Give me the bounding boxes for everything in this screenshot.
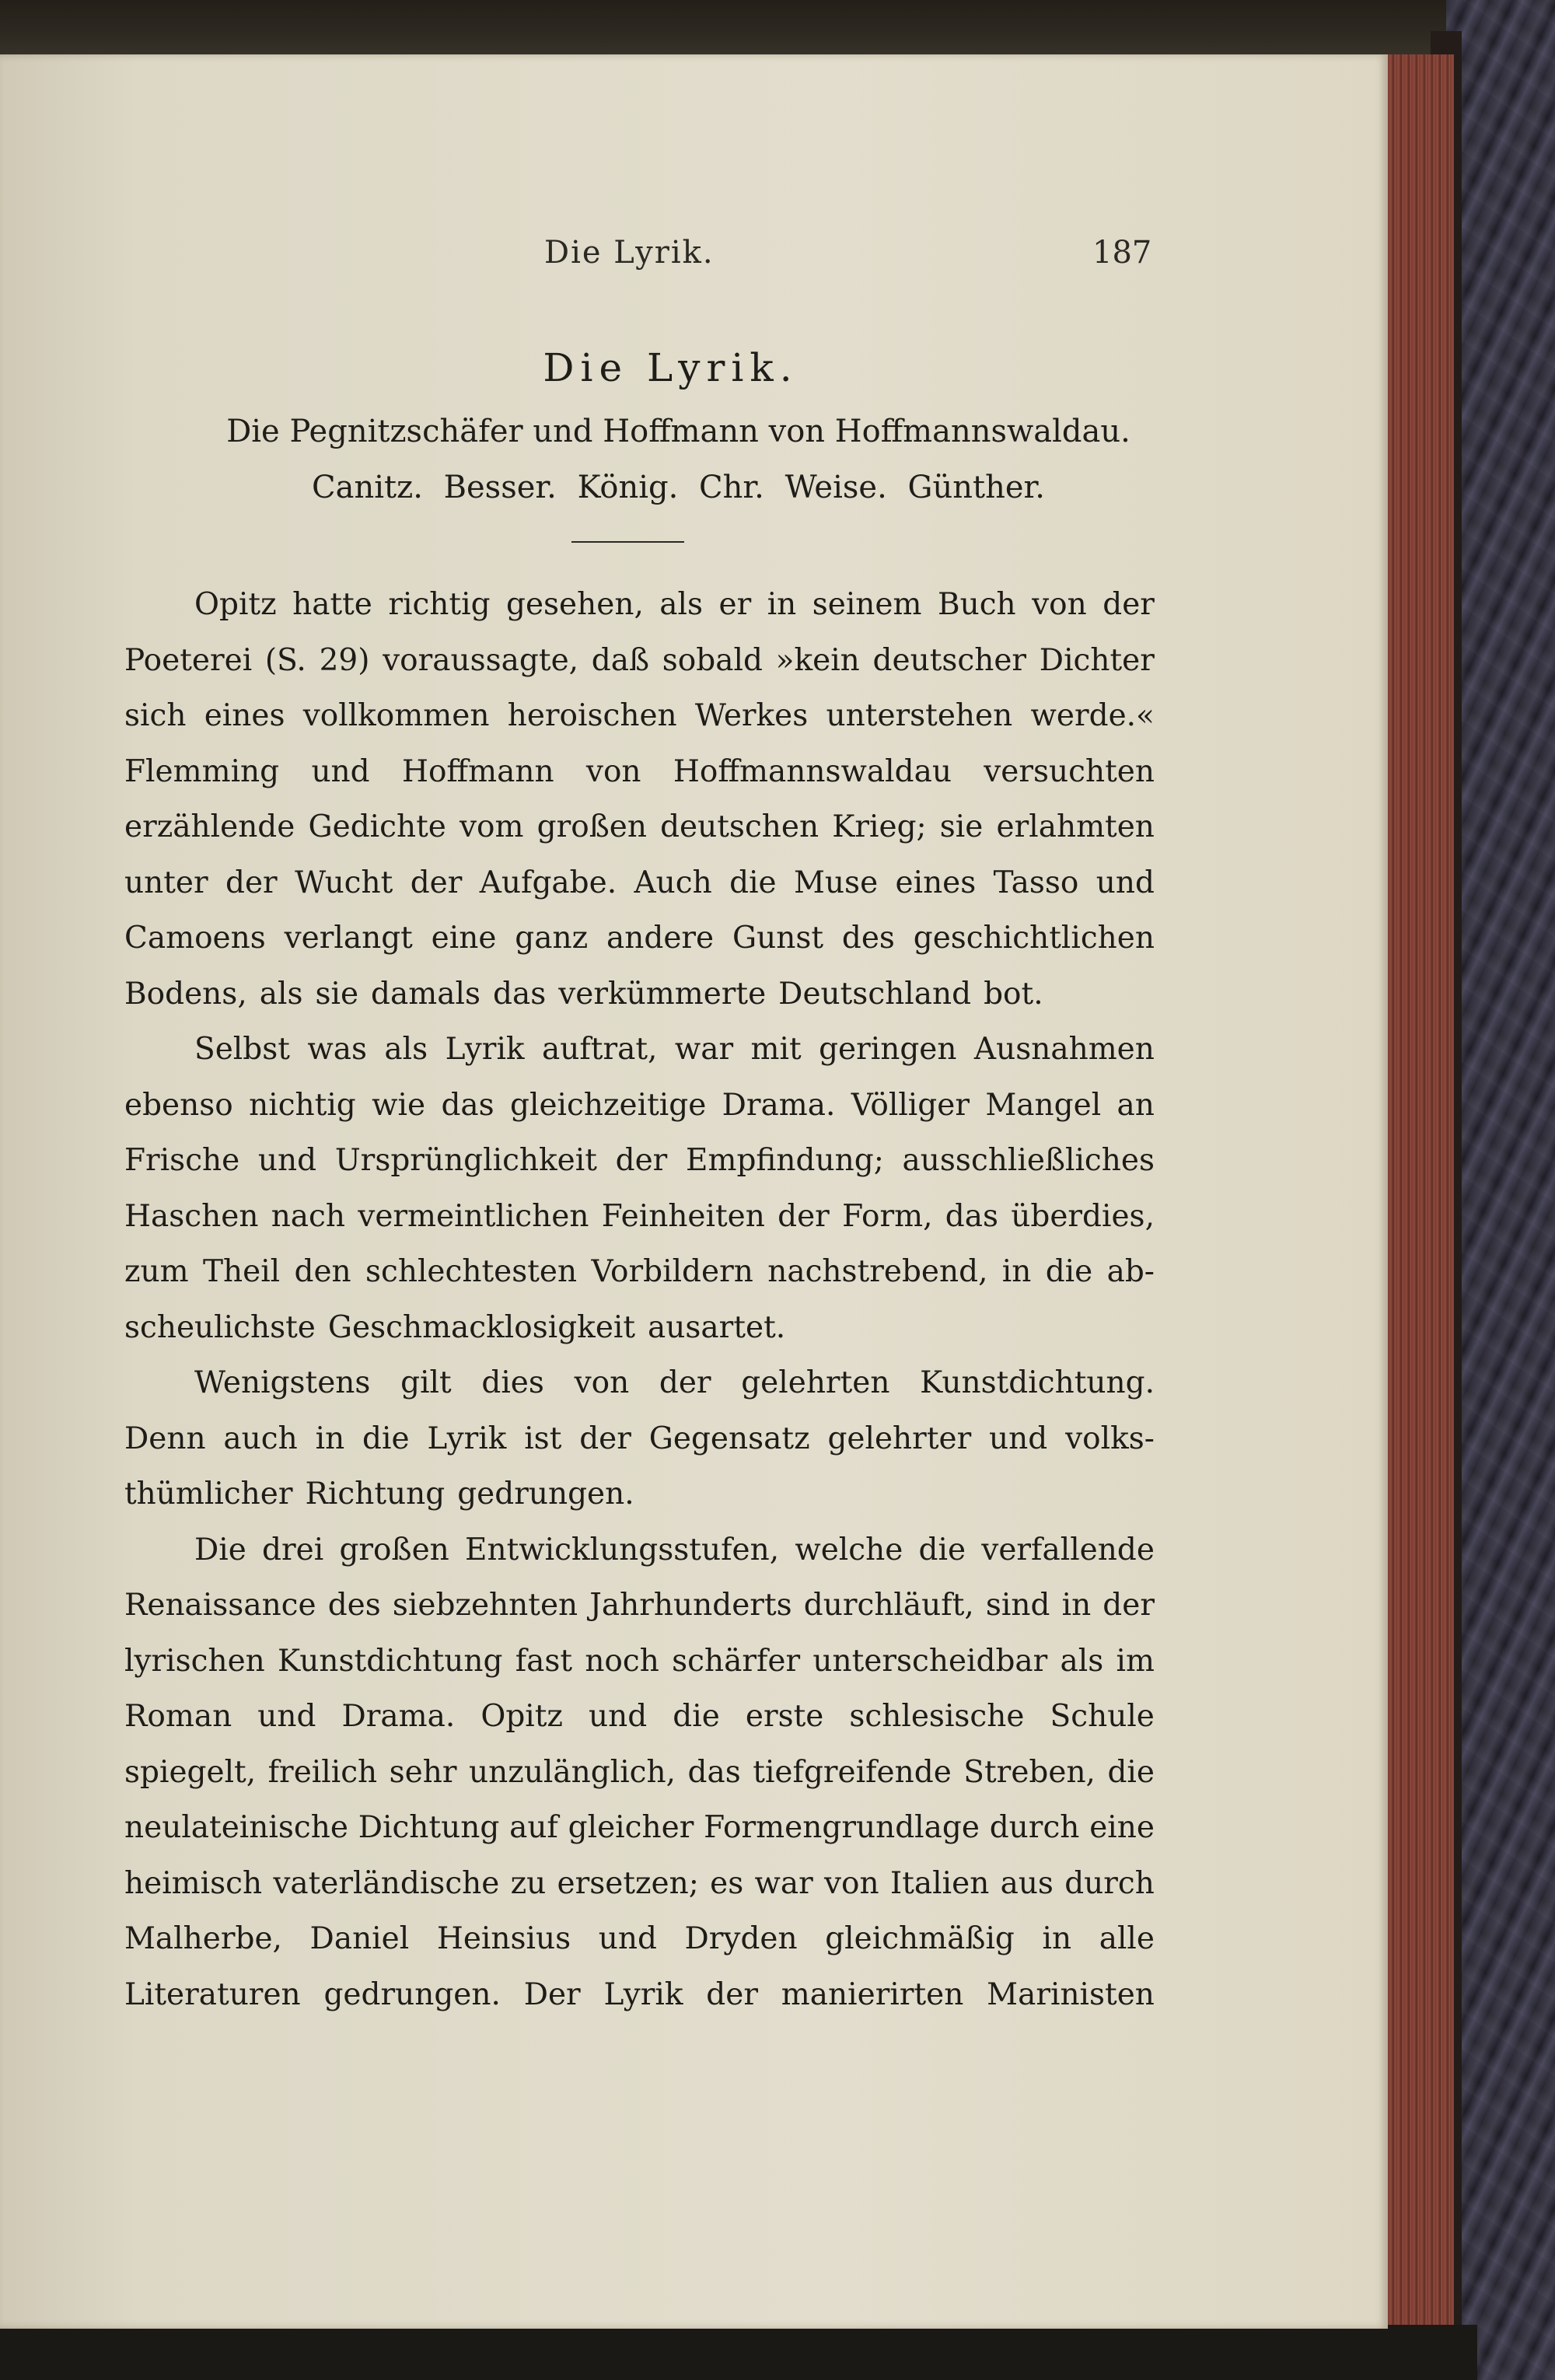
word: als bbox=[259, 976, 303, 1012]
word: thümlicher bbox=[124, 1477, 293, 1512]
text-line bbox=[124, 744, 1155, 800]
text-line bbox=[124, 1133, 1155, 1189]
word: auftrat, bbox=[541, 1032, 658, 1067]
word: das bbox=[687, 1754, 741, 1790]
word: im bbox=[1116, 1643, 1155, 1679]
word: erzählende bbox=[124, 809, 295, 844]
word: der bbox=[225, 865, 278, 900]
word: die bbox=[1045, 1254, 1093, 1289]
word: sich bbox=[124, 698, 187, 733]
word: und bbox=[311, 753, 370, 789]
word: Literaturen bbox=[124, 1976, 301, 2012]
word: in bbox=[1001, 1254, 1032, 1289]
word: großen bbox=[339, 1532, 449, 1567]
word: Roman bbox=[124, 1699, 232, 1734]
text-line bbox=[124, 1189, 1155, 1245]
word: »kein bbox=[775, 642, 860, 678]
word: Gegensatz bbox=[648, 1421, 810, 1456]
word: sie bbox=[939, 809, 984, 844]
marbled-book-cover bbox=[1446, 0, 1555, 2380]
word: (S. bbox=[264, 642, 306, 678]
word: ausschließliches bbox=[902, 1143, 1155, 1178]
word: scheulichste bbox=[124, 1309, 316, 1345]
word: Muse bbox=[794, 865, 879, 900]
word: Entwicklungsstufen, bbox=[465, 1532, 780, 1567]
word: mit bbox=[750, 1032, 802, 1067]
word: Dichter bbox=[1039, 642, 1155, 678]
word: Marinisten bbox=[987, 1976, 1155, 2012]
word: eines bbox=[204, 698, 285, 733]
text-line bbox=[124, 1411, 1155, 1467]
word: geringen bbox=[819, 1032, 957, 1067]
word: Feinheiten bbox=[601, 1198, 765, 1234]
word: deutschen bbox=[660, 809, 819, 844]
text-line bbox=[124, 1355, 1155, 1411]
text-line bbox=[124, 1634, 1155, 1690]
text-line bbox=[124, 799, 1155, 855]
word: Mangel bbox=[985, 1087, 1102, 1123]
word: als bbox=[1060, 1643, 1104, 1679]
word: vaterländische bbox=[273, 1865, 500, 1901]
word: Ursprünglichkeit bbox=[334, 1143, 597, 1178]
word: erste bbox=[745, 1699, 824, 1734]
word: Lyrik bbox=[427, 1421, 507, 1456]
word: noch bbox=[585, 1643, 659, 1679]
word: an bbox=[1116, 1087, 1155, 1123]
word: Italien bbox=[889, 1865, 990, 1901]
word: das bbox=[945, 1198, 998, 1234]
word: und bbox=[1095, 865, 1155, 900]
word: vollkommen bbox=[302, 698, 490, 733]
word: Hoffmannswaldau bbox=[673, 753, 952, 789]
word: Selbst bbox=[194, 1032, 290, 1067]
word: versuchten bbox=[984, 753, 1155, 789]
word: großen bbox=[536, 809, 647, 844]
word: Gunst bbox=[732, 921, 824, 956]
scan-top-border bbox=[0, 0, 1477, 62]
word: Denn bbox=[124, 1421, 206, 1456]
word: verfallende bbox=[981, 1532, 1155, 1567]
word: und bbox=[257, 1699, 316, 1734]
word: schlechtesten bbox=[365, 1254, 578, 1289]
word: Kunstdichtung. bbox=[920, 1365, 1155, 1400]
word: Schule bbox=[1050, 1699, 1155, 1734]
word: Wucht bbox=[295, 865, 393, 900]
word: Hoffmann bbox=[401, 753, 554, 789]
word: Tasso bbox=[993, 865, 1079, 900]
word: damals bbox=[371, 976, 480, 1012]
word: zu bbox=[510, 1865, 547, 1901]
word: vom bbox=[460, 809, 524, 844]
word: gleichmäßig bbox=[825, 1921, 1015, 1956]
word: überdies, bbox=[1011, 1198, 1155, 1234]
word: ersetzen; bbox=[557, 1865, 699, 1901]
chapter-subtitle-1: Die Pegnitzschäfer und Hoffmann von Hoffmannswaldau. bbox=[226, 414, 1130, 449]
word: andere bbox=[606, 921, 715, 956]
word: durchläuft, bbox=[803, 1588, 974, 1623]
word: der bbox=[615, 1143, 668, 1178]
word: es bbox=[710, 1865, 744, 1901]
word: auf bbox=[509, 1810, 558, 1845]
word: Jahrhunderts bbox=[589, 1588, 792, 1623]
word: tiefgreifende bbox=[753, 1754, 952, 1790]
word: welche bbox=[795, 1532, 903, 1567]
word: von bbox=[1032, 587, 1087, 622]
text-line bbox=[124, 1967, 1155, 2023]
word: er bbox=[718, 587, 752, 622]
text-line bbox=[124, 855, 1155, 911]
word: Gedichte bbox=[308, 809, 446, 844]
page-edges bbox=[1380, 54, 1454, 2325]
word: von bbox=[574, 1365, 630, 1400]
text-line bbox=[124, 1800, 1155, 1856]
word: Krieg; bbox=[832, 809, 927, 844]
word: durch bbox=[989, 1810, 1080, 1845]
word: Werkes bbox=[694, 698, 809, 733]
word: Malherbe, bbox=[124, 1921, 282, 1956]
word: geschichtlichen bbox=[913, 921, 1155, 956]
word: die bbox=[918, 1532, 966, 1567]
text-line bbox=[124, 1522, 1155, 1578]
word: Poeterei bbox=[124, 642, 253, 678]
word: auch bbox=[223, 1421, 298, 1456]
text-line bbox=[124, 1578, 1155, 1634]
word: in bbox=[1061, 1588, 1092, 1623]
word: drei bbox=[262, 1532, 324, 1567]
word: siebzehnten bbox=[392, 1588, 578, 1623]
word: ausartet. bbox=[648, 1309, 786, 1345]
word: gesehen, bbox=[505, 587, 644, 622]
text-line bbox=[124, 577, 1155, 633]
word: schlesische bbox=[849, 1699, 1025, 1734]
word: sehr bbox=[389, 1754, 457, 1790]
word: ebenso bbox=[124, 1087, 233, 1123]
word: manierirten bbox=[781, 1976, 964, 2012]
section-divider bbox=[571, 541, 684, 543]
word: der bbox=[579, 1421, 631, 1456]
word: Der bbox=[523, 1976, 581, 2012]
word: nichtig bbox=[249, 1087, 356, 1123]
word: gleicher bbox=[568, 1810, 694, 1845]
word: der bbox=[1102, 1588, 1155, 1623]
word: gelehrten bbox=[741, 1365, 890, 1400]
word: in bbox=[1042, 1921, 1072, 1956]
word: erlahmten bbox=[996, 809, 1155, 844]
text-line bbox=[124, 1078, 1155, 1134]
word: des bbox=[841, 921, 895, 956]
word: Deutschland bbox=[778, 976, 972, 1012]
word: deutscher bbox=[872, 642, 1027, 678]
word: Opitz bbox=[194, 587, 277, 622]
word: Vorbildern bbox=[591, 1254, 753, 1289]
word: ab- bbox=[1106, 1254, 1155, 1289]
word: und bbox=[257, 1143, 317, 1178]
word: zum bbox=[124, 1254, 189, 1289]
word: Völliger bbox=[851, 1087, 970, 1123]
word: Camoens bbox=[124, 921, 266, 956]
word: war bbox=[754, 1865, 813, 1901]
word: der bbox=[706, 1976, 758, 2012]
word: lyrischen bbox=[124, 1643, 265, 1679]
page-number: 187 bbox=[1092, 235, 1152, 271]
word: der bbox=[659, 1365, 711, 1400]
word: gelehrter bbox=[827, 1421, 972, 1456]
word: Dichtung bbox=[358, 1810, 500, 1845]
word: sie bbox=[315, 976, 359, 1012]
text-line bbox=[124, 1300, 1155, 1356]
word: Drama. bbox=[722, 1087, 836, 1123]
word: Dryden bbox=[684, 1921, 798, 1956]
word: heroischen bbox=[507, 698, 677, 733]
word: 29) bbox=[319, 642, 370, 678]
word: werde.« bbox=[1030, 698, 1155, 733]
word: heimisch bbox=[124, 1865, 263, 1901]
word: Renaissance bbox=[124, 1588, 316, 1623]
word: spiegelt, bbox=[124, 1754, 257, 1790]
text-line bbox=[124, 633, 1155, 689]
word: als bbox=[384, 1032, 428, 1067]
text-line bbox=[124, 1022, 1155, 1078]
word: neulateinische bbox=[124, 1810, 348, 1845]
running-head-title: Die Lyrik. bbox=[544, 235, 715, 271]
word: schärfer bbox=[672, 1643, 801, 1679]
text-line bbox=[124, 966, 1155, 1022]
word: Frische bbox=[124, 1143, 240, 1178]
text-line bbox=[124, 688, 1155, 744]
word: sobald bbox=[662, 642, 763, 678]
word: das bbox=[441, 1087, 494, 1123]
word: nachstrebend, bbox=[767, 1254, 988, 1289]
word: Haschen bbox=[124, 1198, 259, 1234]
word: Buch bbox=[937, 587, 1016, 622]
word: von bbox=[585, 753, 641, 789]
word: Opitz bbox=[480, 1699, 563, 1734]
word: ist bbox=[524, 1421, 562, 1456]
word: gedrungen. bbox=[457, 1477, 634, 1512]
word: die bbox=[1107, 1754, 1155, 1790]
text-line bbox=[124, 1244, 1155, 1300]
word: fast bbox=[515, 1643, 573, 1679]
word: freilich bbox=[267, 1754, 378, 1790]
chapter-subtitle-2: Canitz. Besser. König. Chr. Weise. Günther. bbox=[312, 470, 1045, 505]
word: die bbox=[729, 865, 777, 900]
word: den bbox=[294, 1254, 351, 1289]
word: vermeintlichen bbox=[358, 1198, 589, 1234]
word: nach bbox=[271, 1198, 346, 1234]
word: gilt bbox=[400, 1365, 452, 1400]
word: des bbox=[327, 1588, 381, 1623]
word: Kunstdichtung bbox=[278, 1643, 503, 1679]
word: der bbox=[778, 1198, 830, 1234]
word: was bbox=[307, 1032, 367, 1067]
word: verlangt bbox=[284, 921, 413, 956]
word: Aufgabe. bbox=[479, 865, 617, 900]
body-text bbox=[124, 577, 1155, 2022]
word: und bbox=[989, 1421, 1048, 1456]
word: aus bbox=[1000, 1865, 1054, 1901]
word: daß bbox=[591, 642, 650, 678]
word: eine bbox=[431, 921, 497, 956]
word: eine bbox=[1089, 1810, 1155, 1845]
word: Daniel bbox=[309, 1921, 410, 1956]
word: sind bbox=[985, 1588, 1050, 1623]
word: die bbox=[673, 1699, 720, 1734]
text-line bbox=[124, 910, 1155, 966]
word: Lyrik bbox=[603, 1976, 683, 2012]
word: Theil bbox=[202, 1254, 281, 1289]
word: ganz bbox=[515, 921, 589, 956]
scan-bottom-border bbox=[0, 2325, 1477, 2380]
word: richtig bbox=[388, 587, 491, 622]
word: Formengrundlage bbox=[704, 1810, 980, 1845]
word: Lyrik bbox=[445, 1032, 525, 1067]
text-line bbox=[124, 1689, 1155, 1745]
word: Die bbox=[194, 1532, 246, 1567]
word: Flemming bbox=[124, 753, 280, 789]
word: Ausnahmen bbox=[973, 1032, 1155, 1067]
word: und bbox=[598, 1921, 657, 1956]
word: Auch bbox=[634, 865, 712, 900]
word: unterstehen bbox=[826, 698, 1013, 733]
word: von bbox=[823, 1865, 879, 1901]
word: voraussagte, bbox=[383, 642, 579, 678]
word: hatte bbox=[292, 587, 372, 622]
word: in bbox=[767, 587, 797, 622]
word: war bbox=[674, 1032, 734, 1067]
word: in bbox=[315, 1421, 345, 1456]
word: eines bbox=[895, 865, 977, 900]
text-line bbox=[124, 1466, 1155, 1522]
word: unter bbox=[124, 865, 208, 900]
word: Form, bbox=[842, 1198, 933, 1234]
word: Streben, bbox=[963, 1754, 1095, 1790]
word: als bbox=[659, 587, 704, 622]
word: unzulänglich, bbox=[469, 1754, 676, 1790]
text-line bbox=[124, 1856, 1155, 1912]
word: der bbox=[410, 865, 463, 900]
word: Drama. bbox=[341, 1699, 456, 1734]
word: das bbox=[492, 976, 547, 1012]
word: volks- bbox=[1065, 1421, 1155, 1456]
text-line bbox=[124, 1911, 1155, 1967]
word: und bbox=[589, 1699, 648, 1734]
word: verkümmerte bbox=[558, 976, 767, 1012]
word: Geschmacklosigkeit bbox=[327, 1309, 636, 1345]
word: wie bbox=[372, 1087, 426, 1123]
word: alle bbox=[1099, 1921, 1155, 1956]
word: gleichzeitige bbox=[510, 1087, 707, 1123]
word: Richtung bbox=[305, 1477, 446, 1512]
word: seinem bbox=[812, 587, 922, 622]
word: der bbox=[1102, 587, 1155, 622]
word: bot. bbox=[984, 976, 1043, 1012]
word: dies bbox=[481, 1365, 544, 1400]
word: Wenigstens bbox=[194, 1365, 371, 1400]
word: Bodens, bbox=[124, 976, 247, 1012]
word: gedrungen. bbox=[323, 1976, 501, 2012]
chapter-title: Die Lyrik. bbox=[543, 345, 798, 390]
word: Heinsius bbox=[436, 1921, 571, 1956]
word: Empfindung; bbox=[686, 1143, 884, 1178]
word: durch bbox=[1064, 1865, 1155, 1901]
text-line bbox=[124, 1745, 1155, 1801]
word: unterscheidbar bbox=[812, 1643, 1048, 1679]
word: die bbox=[362, 1421, 410, 1456]
